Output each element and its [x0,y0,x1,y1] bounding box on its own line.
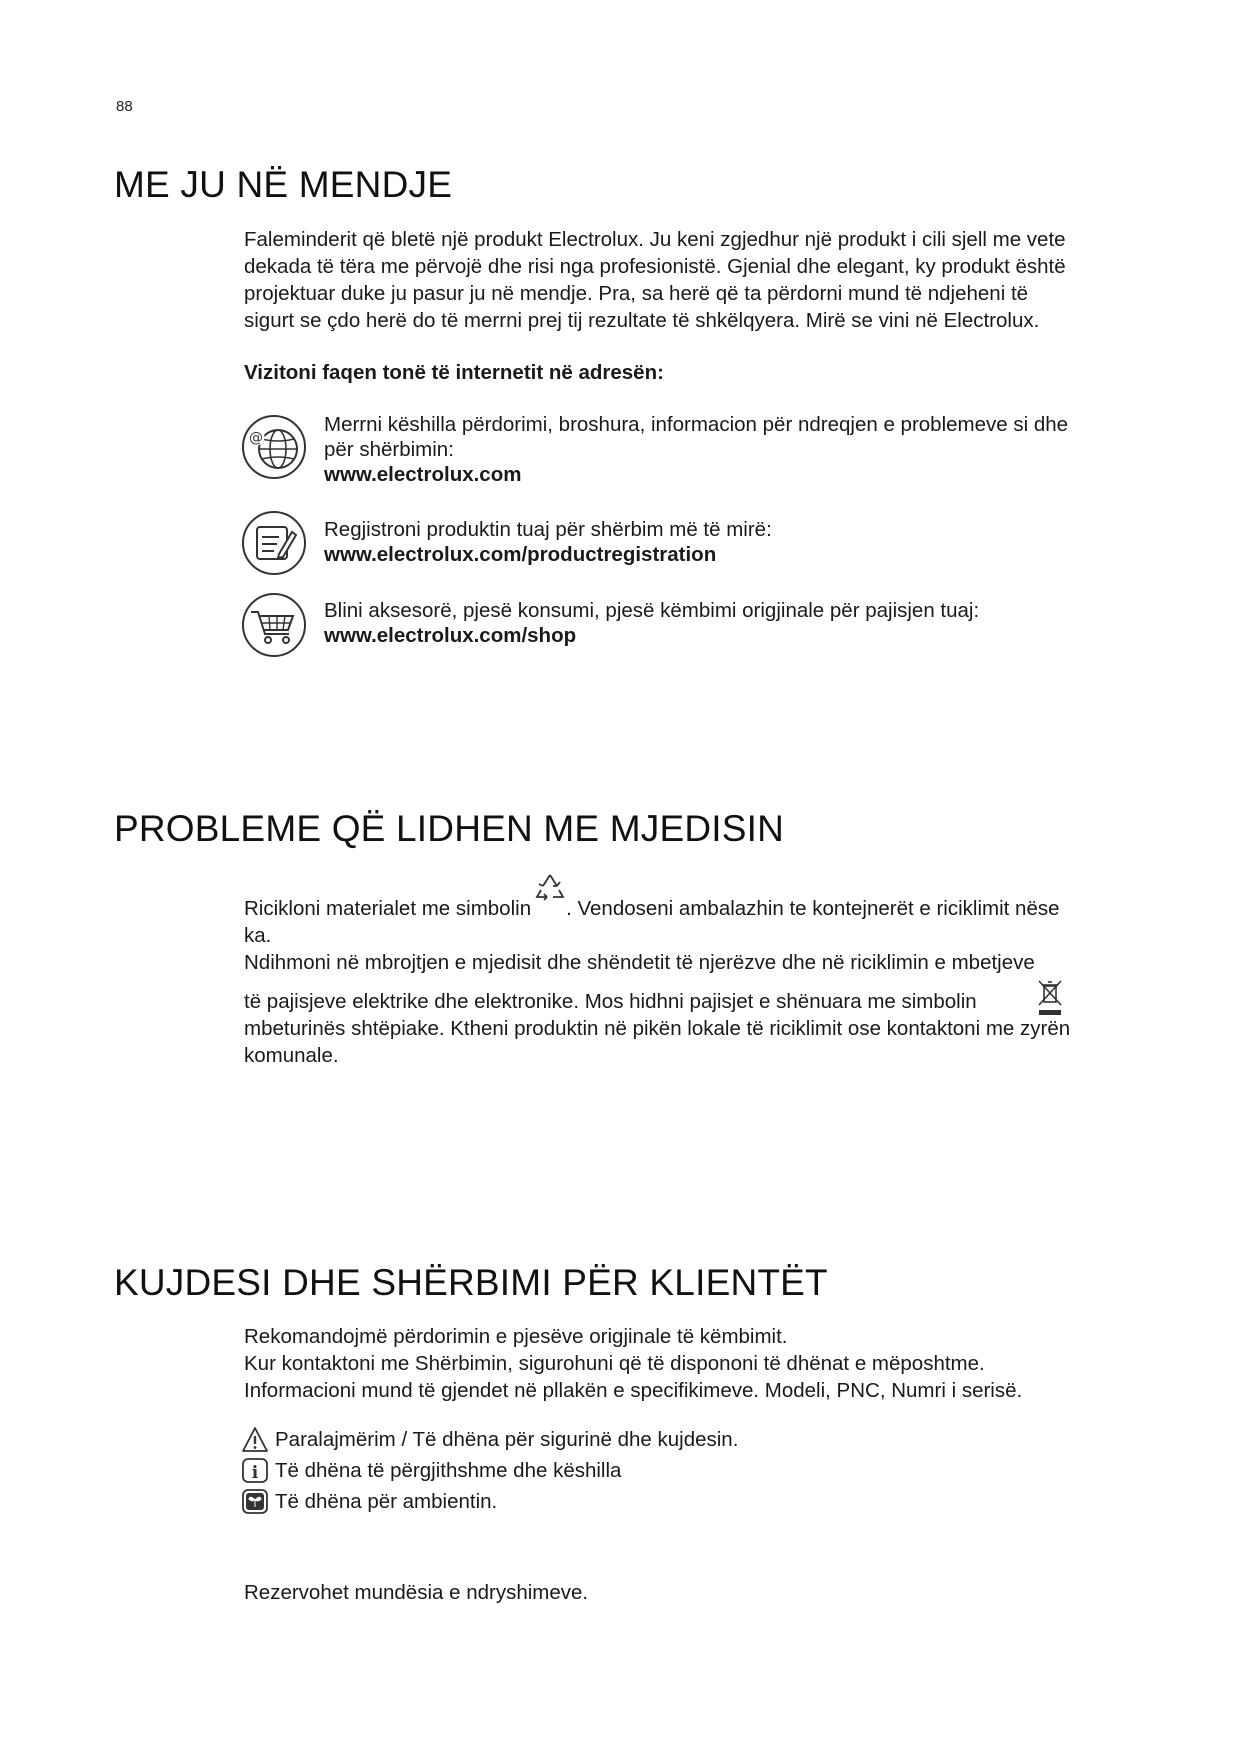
link-row-text: Regjistroni produktin tuaj për shërbim më të mirë: [324,518,772,541]
environment-text: Ricikloni materialet me simbolin [244,897,532,920]
intro-paragraph [244,226,1144,334]
intro-line: sigurt se çdo herë do të merrni prej tij rezultate të shkëlqyera. Mirë se vini në Electrolux. [244,309,1040,332]
section-title-customer-care: KUJDESI DHE SHËRBIMI PËR KLIENTËT [114,1262,828,1303]
legend-text: Paralajmërim / Të dhëna për sigurinë dhe kujdesin. [275,1428,739,1451]
registration-icon [241,510,307,576]
legend-text: Të dhëna për ambientin. [275,1490,498,1513]
intro-line: dekada të tëra me përvojë dhe risi nga profesionistë. Gjenial dhe elegant, ky produkt është [244,255,1066,278]
environment-line-4 [244,988,1174,1015]
legend-environment [241,1488,497,1516]
recycling-symbol-icon [533,871,567,905]
environment-line-6: komunale. [244,1044,339,1067]
environment-text: . Vendoseni ambalazhin te kontejnerët e riciklimit nëse [566,897,1060,920]
customer-care-line: Rekomandojmë përdorimin e pjesëve origjinale të këmbimit. [244,1325,788,1348]
legend-info [241,1457,621,1485]
link-row-text: Blini aksesorë, pjesë konsumi, pjesë këmbimi origjinale për pajisjen tuaj: [324,599,980,622]
globe-icon [241,414,307,480]
customer-care-line: Kur kontaktoni me Shërbimin, sigurohuni që të dispononi të dhënat e mëposhtme. [244,1352,985,1375]
environment-line-3: Ndihmoni në mbrojtjen e mjedisit dhe shëndetit të njerëzve dhe në riciklimin e mbetjeve [244,951,1035,974]
visit-website-heading: Vizitoni faqen tonë të internetit në adresën: [244,361,664,384]
intro-line: projektuar duke ju pasur ju në mendje. Pra, sa herë që ta përdorni mund të ndjeheni të [244,282,1029,305]
customer-care-paragraph [244,1323,1144,1404]
environment-paragraph [244,885,1174,1069]
customer-care-line: Informacioni mund të gjendet në pllakën e specifikimeve. Modeli, PNC, Numri i serisë. [244,1379,1023,1402]
svg-text:@: @ [249,430,263,446]
shopping-cart-icon [241,592,307,658]
warning-icon [241,1426,269,1454]
link-row-text: për shërbimin: [324,438,454,461]
section-title-me-ju-ne-mendje: ME JU NË MENDJE [114,164,453,205]
changes-reserved-note: Rezervohet mundësia e ndryshimeve. [244,1581,589,1604]
page-number: 88 [116,98,133,115]
section-title-environment: PROBLEME QË LIDHEN ME MJEDISIN [114,808,785,849]
environment-line-5: mbeturinës shtëpiake. Ktheni produktin në pikën lokale të riciklimit ose kontaktoni me zyrën [244,1017,1071,1040]
info-icon [241,1457,269,1485]
environment-line-2: ka. [244,924,272,947]
environment-text: të pajisjeve elektrike dhe elektronike. Mos hidhni pajisjet e shënuara me simbolin [244,990,977,1013]
link-url-shop[interactable]: www.electrolux.com/shop [324,624,577,647]
crossed-bin-icon [1035,978,1065,1018]
link-row-text: Merrni këshilla përdorimi, broshura, informacion për ndreqjen e problemeve si dhe [324,413,1069,436]
link-url-electrolux[interactable]: www.electrolux.com [324,463,522,486]
link-row-shop [324,598,1154,648]
environment-line-1 [244,885,1174,922]
link-row-registration [324,517,1154,567]
intro-line: Faleminderit që bletë një produkt Electrolux. Ju keni zgjedhur një produkt i cili sjell me vete [244,228,1066,251]
legend-warning [241,1426,738,1454]
legend-text: Të dhëna të përgjithshme dhe këshilla [275,1459,622,1482]
link-url-productregistration[interactable]: www.electrolux.com/productregistration [324,543,717,566]
link-row-support [324,412,1154,487]
environment-icon [241,1488,269,1516]
svg-text:i: i [251,1463,259,1483]
